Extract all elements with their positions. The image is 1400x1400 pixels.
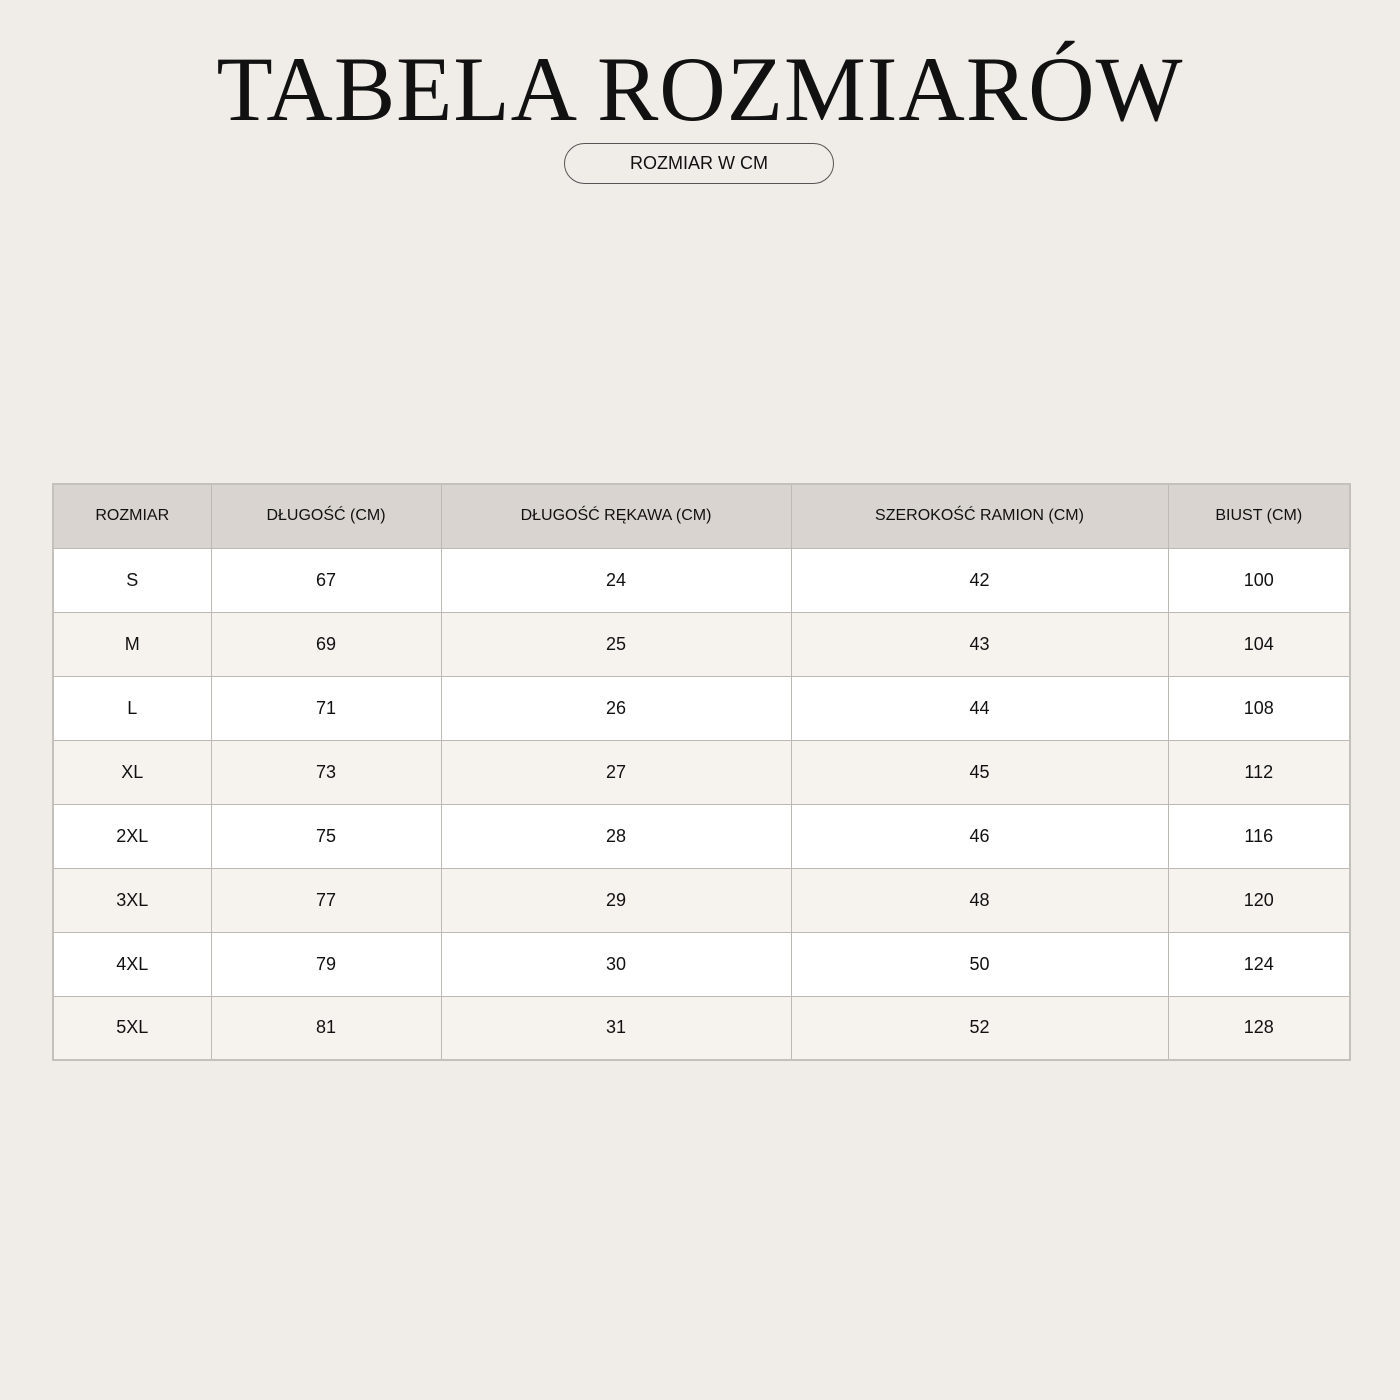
table-cell: 31 — [441, 996, 791, 1060]
table-cell: 79 — [211, 932, 441, 996]
header-cell-sleeve-length: DŁUGOŚĆ RĘKAWA (CM) — [441, 484, 791, 548]
table-cell: 26 — [441, 676, 791, 740]
table-cell: 27 — [441, 740, 791, 804]
table-cell: 28 — [441, 804, 791, 868]
table-cell: 30 — [441, 932, 791, 996]
table-cell: 128 — [1168, 996, 1350, 1060]
table-row — [53, 676, 1350, 740]
table-cell: 25 — [441, 612, 791, 676]
table-cell: 48 — [791, 868, 1168, 932]
table-cell: 43 — [791, 612, 1168, 676]
table-cell: 67 — [211, 548, 441, 612]
table-cell: 108 — [1168, 676, 1350, 740]
table-cell: 81 — [211, 996, 441, 1060]
unit-badge: ROZMIAR W CM — [564, 143, 834, 184]
header-cell-shoulder-width: SZEROKOŚĆ RAMION (CM) — [791, 484, 1168, 548]
table-cell: 112 — [1168, 740, 1350, 804]
header-cell-length: DŁUGOŚĆ (CM) — [211, 484, 441, 548]
table-row — [53, 740, 1350, 804]
table-cell: 104 — [1168, 612, 1350, 676]
table-cell: 116 — [1168, 804, 1350, 868]
header-cell-bust: BIUST (CM) — [1168, 484, 1350, 548]
table-cell: 46 — [791, 804, 1168, 868]
table-row — [53, 868, 1350, 932]
table-header-row — [53, 484, 1350, 548]
table-cell: 77 — [211, 868, 441, 932]
table-row — [53, 996, 1350, 1060]
header-cell-size: ROZMIAR — [53, 484, 211, 548]
table-cell: 69 — [211, 612, 441, 676]
page-title: TABELA ROZMIARÓW — [216, 38, 1184, 140]
table-cell: 52 — [791, 996, 1168, 1060]
table-cell: 44 — [791, 676, 1168, 740]
size-table — [52, 483, 1351, 1061]
table-cell: XL — [53, 740, 211, 804]
table-cell: 5XL — [53, 996, 211, 1060]
table-row — [53, 932, 1350, 996]
table-row — [53, 804, 1350, 868]
table-cell: 29 — [441, 868, 791, 932]
table-cell: 45 — [791, 740, 1168, 804]
table-cell: 2XL — [53, 804, 211, 868]
table-cell: 100 — [1168, 548, 1350, 612]
table-row — [53, 548, 1350, 612]
table-cell: 124 — [1168, 932, 1350, 996]
table-cell: M — [53, 612, 211, 676]
table-row — [53, 612, 1350, 676]
table-cell: 71 — [211, 676, 441, 740]
table-cell: 42 — [791, 548, 1168, 612]
table-cell: 73 — [211, 740, 441, 804]
table-cell: 4XL — [53, 932, 211, 996]
table-cell: 24 — [441, 548, 791, 612]
table-cell: 3XL — [53, 868, 211, 932]
table-cell: 120 — [1168, 868, 1350, 932]
table-cell: L — [53, 676, 211, 740]
table-cell: S — [53, 548, 211, 612]
table-cell: 50 — [791, 932, 1168, 996]
table-cell: 75 — [211, 804, 441, 868]
